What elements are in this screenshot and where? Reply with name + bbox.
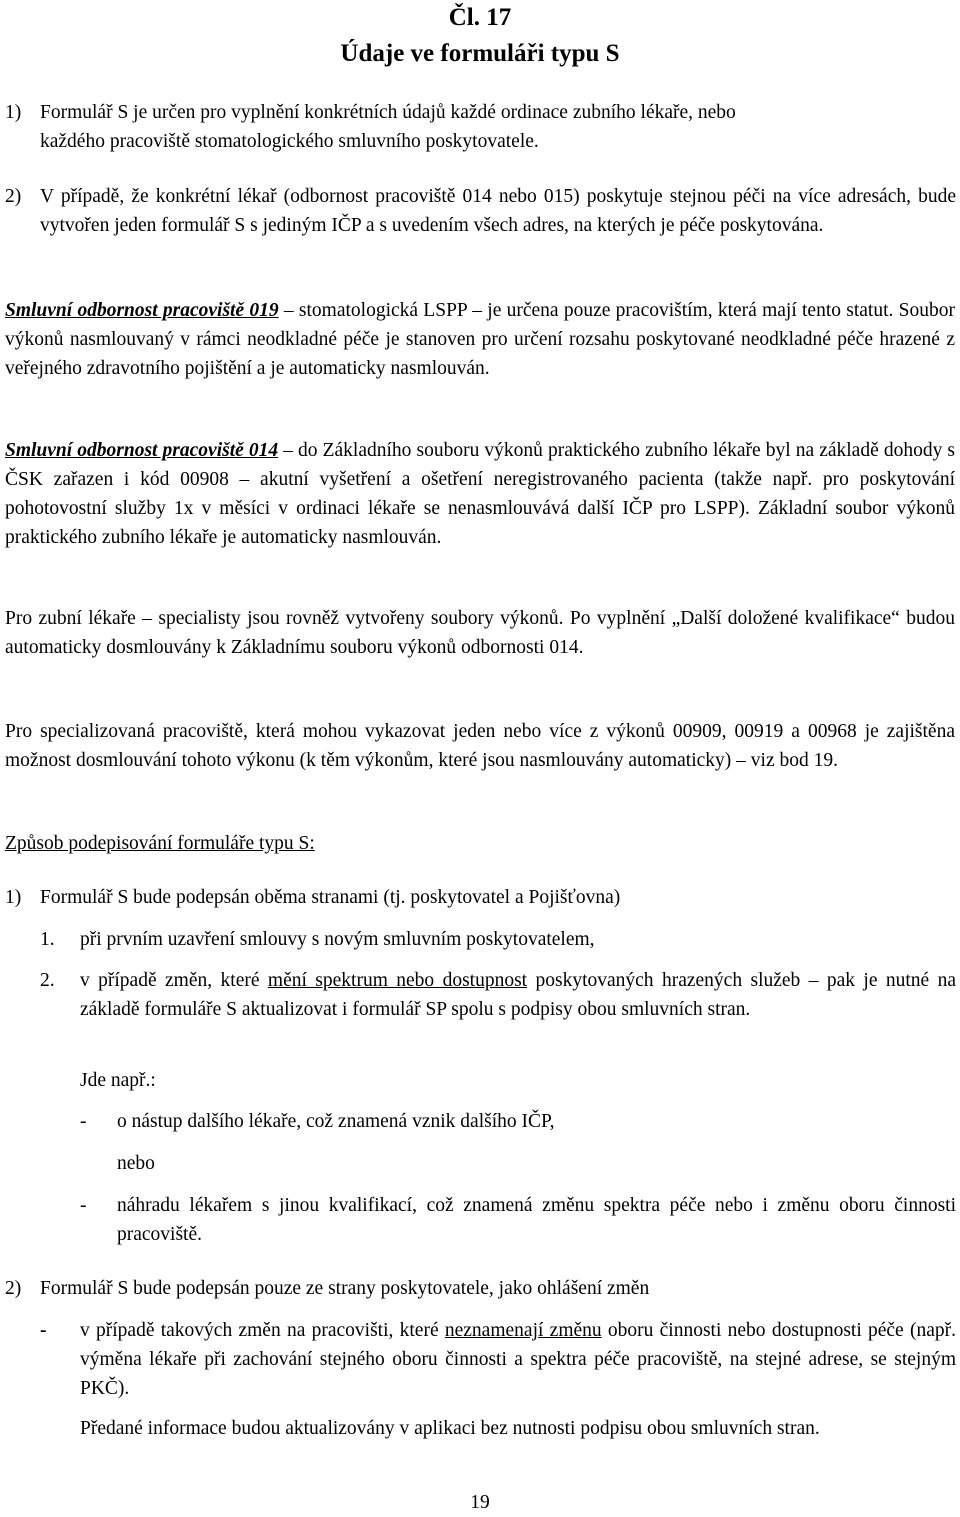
signing-item-1-text: Formulář S bude podepsán oběma stranami (tj. poskytovatel a Pojišťovna) (40, 887, 621, 908)
example-1-dash: - (80, 1111, 87, 1132)
section-019-paragraph (5, 296, 955, 383)
signing-item-2-dash: - (40, 1320, 47, 1341)
signing-heading: Způsob podepisování formuláře typu S: (5, 833, 315, 854)
sub-2-underlined: mění spektrum nebo dostupnost (267, 970, 528, 991)
example-1-text: o nástup dalšího lékaře, což znamená vznik dalšího IČP, (117, 1111, 555, 1132)
example-2-dash: - (80, 1195, 87, 1216)
bullet-pre: v případě takových změn na pracovišti, které (80, 1320, 445, 1341)
signing-item-2 (5, 1274, 649, 1303)
specialists-paragraph: Pro zubní lékaře – specialisty jsou rovněž vytvořeny soubory výkonů. Po vyplnění „Další doložené kvalifikace“ budou automaticky dosmlouvány k Základnímu souboru výkonů odbornosti 014. (5, 608, 955, 658)
section-019-label: Smluvní odbornost pracoviště 019 (5, 300, 279, 321)
article-title: Údaje ve formuláři typu S (340, 40, 620, 67)
intro-item-1-line2: každého pracoviště stomatologického smluvního poskytovatele. (40, 131, 539, 152)
signing-item-1 (5, 883, 620, 912)
example-2-text: náhradu lékařem s jinou kvalifikací, což znamená změnu spektra péče nebo i změnu oboru činnosti pracoviště. (117, 1195, 956, 1245)
specialized-paragraph: Pro specializovaná pracoviště, která mohou vykazovat jeden nebo více z výkonů 00909, 00919 a 00968 je zajištěna možnost dosmlouvání tohoto výkonu (k těm výkonům, které jsou nasmlouvány automaticky) – viz bod 19. (5, 721, 955, 771)
signing-item-1-sub-2-text (80, 966, 956, 1024)
intro-item-1-text: Formulář S je určen pro vyplnění konkrétních údajů každé ordinace zubního lékaře, nebo (40, 102, 736, 123)
signing-item-2-text: Formulář S bude podepsán pouze ze strany poskytovatele, jako ohlášení změn (40, 1278, 650, 1299)
signing-item-2-number: 2) (5, 1278, 22, 1299)
article-number: Čl. 17 (448, 4, 512, 31)
section-019-text: – stomatologická LSPP – je určena pouze pracovištím, která mají tento statut. Soubor výkonů nasmlouvaný v rámci neodkladné péče je stanoven pro určení rozsahu poskytované neodkladné péče hrazené z veřejného zdravotního pojištění a je automaticky nasmlouván. (5, 300, 955, 379)
signing-item-1-sub-1-number: 1. (40, 929, 55, 950)
example-or: nebo (117, 1153, 155, 1174)
sub-2-pre: v případě změn, které (80, 970, 268, 991)
signing-item-2-bullet (80, 1316, 956, 1403)
intro-item-1-line1 (5, 98, 736, 127)
intro-item-2-number: 2) (5, 186, 22, 207)
bullet-underlined: neznamenají změnu (444, 1320, 602, 1341)
example-label: Jde např.: (80, 1070, 156, 1091)
signing-item-1-number: 1) (5, 887, 22, 908)
signing-item-1-sub-2-number: 2. (40, 970, 55, 991)
section-014-text: – do Základního souboru výkonů praktického zubního lékaře byl na základě dohody s ČSK zařazen i kód 00908 – akutní vyšetření a ošetření neregistrovaného pacienta (takže např. pro poskytování pohotovostní služby 1x v měsíci v ordinaci lékaře se nenasmlouvává další IČP pro LSPP). Základní soubor výkonů praktického zubního lékaře je automaticky nasmlouván. (5, 440, 955, 548)
sub-2-post: poskytovaných hrazených služeb – pak je nutné na základě formuláře S aktualizovat i formulář SP spolu s podpisy obou smluvních stran. (80, 970, 957, 1020)
bullet-post: oboru činnosti nebo dostupnosti péče (např. výměna lékaře při zachování stejného oboru činnosti a spektra péče pracoviště, na stejné adrese, se stejným PKČ). (80, 1320, 956, 1399)
signing-item-1-sub-1-text: při prvním uzavření smlouvy s novým smluvním poskytovatelem, (80, 929, 595, 950)
page-number: 19 (470, 1492, 490, 1513)
intro-item-2-text: V případě, že konkrétní lékař (odbornost pracoviště 014 nebo 015) poskytuje stejnou péči na více adresách, bude vytvořen jeden formulář S s jediným IČP a s uvedením všech adres, na kterých je péče poskytována. (40, 186, 956, 236)
signing-item-2-note: Předané informace budou aktualizovány v aplikaci bez nutnosti podpisu obou smluvních stran. (80, 1418, 820, 1439)
section-014-label: Smluvní odbornost pracoviště 014 (5, 440, 279, 461)
section-014-paragraph (5, 436, 955, 552)
intro-item-1-number: 1) (5, 102, 22, 123)
